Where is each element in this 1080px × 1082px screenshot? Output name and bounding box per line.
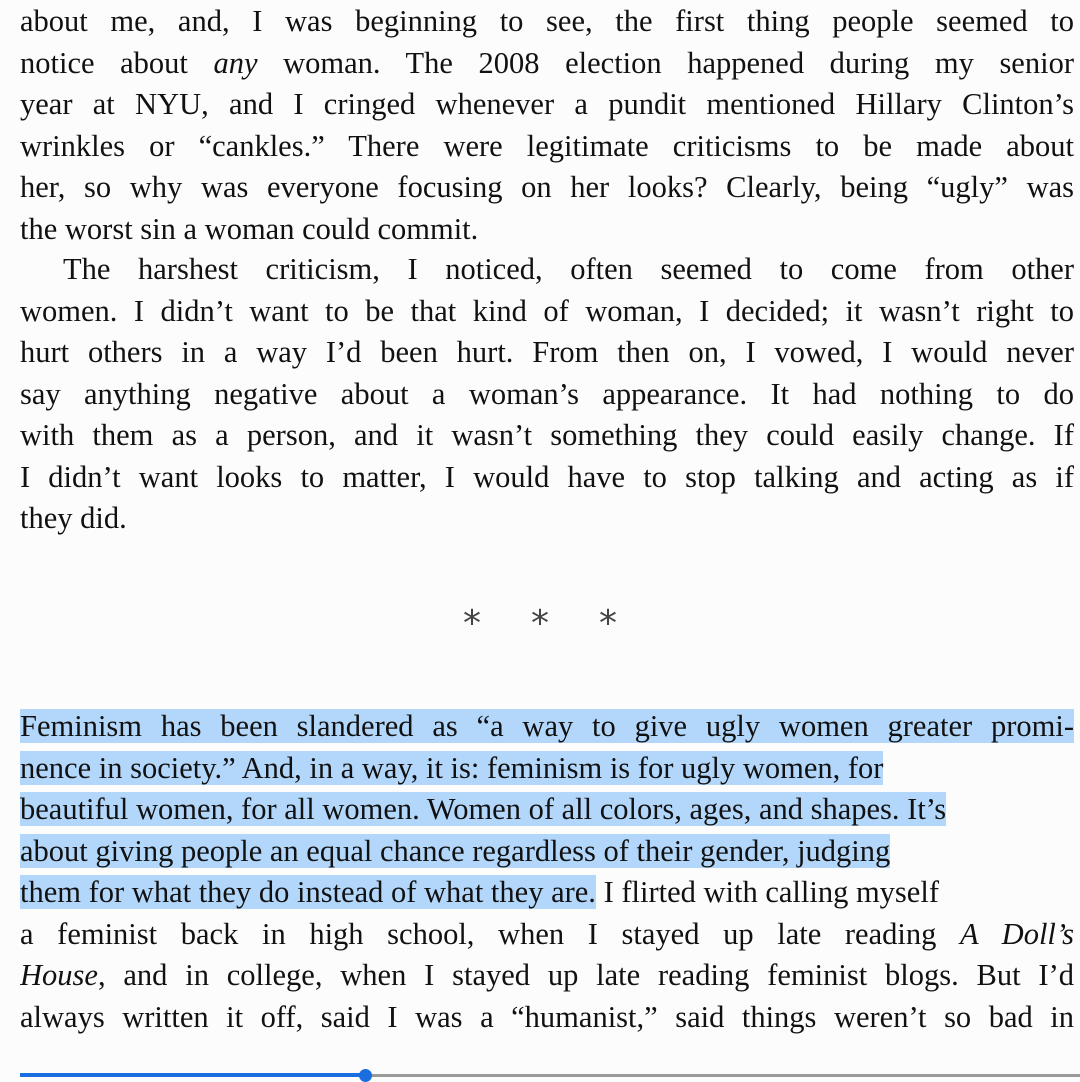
paragraph-2 bbox=[20, 249, 1074, 540]
reading-progress-slider[interactable] bbox=[20, 1069, 1080, 1080]
asterisk-glyph: * bbox=[463, 603, 481, 644]
text-line: with them as a person, and it wasn’t something they could easily change. If bbox=[20, 418, 1074, 452]
text-line: year at NYU, and I cringed whenever a pundit mentioned Hillary Clinton’s bbox=[20, 87, 1074, 121]
paragraph-1 bbox=[20, 1, 1074, 250]
text-highlight[interactable]: Feminism has been slandered as “a way to give ugly women greater promi- bbox=[20, 709, 1074, 743]
progress-knob-handle[interactable] bbox=[359, 1069, 372, 1082]
text-line: hurt others in a way I’d been hurt. From then on, I vowed, I would never bbox=[20, 335, 1074, 369]
emphasis-text: A Doll’s bbox=[959, 916, 1074, 951]
text-line: a feminist back in high school, when I stayed up late reading A Doll’s bbox=[20, 916, 1074, 951]
asterisk-glyph: * bbox=[599, 603, 617, 644]
highlighted-line[interactable] bbox=[20, 789, 1074, 831]
text-line: notice about any woman. The 2008 election happened during my senior bbox=[20, 45, 1074, 80]
progress-fill bbox=[20, 1073, 365, 1077]
text-highlight[interactable]: them for what they do instead of what they are. bbox=[20, 875, 596, 909]
text-line[interactable] bbox=[20, 872, 1074, 914]
text-line: wrinkles or “cankles.” There were legitimate criticisms to be made about bbox=[20, 128, 1074, 163]
text-line: about me, and, I was beginning to see, the first thing people seemed to bbox=[20, 4, 1074, 38]
text-highlight[interactable]: about giving people an equal chance regardless of their gender, judging bbox=[20, 833, 891, 868]
text-line: her, so why was everyone focusing on her looks? Clearly, being “ugly” was bbox=[20, 170, 1074, 204]
highlighted-line[interactable] bbox=[20, 748, 1074, 790]
text-line: House, and in college, when I stayed up late reading feminist blogs. But I’d bbox=[20, 958, 1074, 992]
emphasis-text: House bbox=[20, 958, 98, 992]
text-highlight[interactable]: nence in society.” And, in a way, it is: feminism is for ugly women, for bbox=[20, 750, 884, 785]
highlighted-line[interactable] bbox=[20, 831, 1074, 873]
highlighted-line[interactable] bbox=[20, 706, 1074, 748]
text-line: always written it off, said I was a “humanist,” said things weren’t so bad in bbox=[20, 999, 1074, 1034]
text-line: The harshest criticism, I noticed, often seemed to come from other bbox=[63, 252, 1074, 286]
paragraph-3[interactable] bbox=[20, 706, 1074, 1038]
text-line: I didn’t want looks to matter, I would have to stop talking and acting as if bbox=[20, 459, 1074, 494]
emphasis-text: any bbox=[213, 45, 258, 80]
reader-page bbox=[20, 0, 1074, 1060]
text-fragment: I flirted with calling myself bbox=[595, 875, 939, 909]
text-line: women. I didn’t want to be that kind of woman, I decided; it wasn’t right to bbox=[20, 293, 1074, 328]
asterisk-glyph: * bbox=[531, 603, 549, 644]
text-line: the worst sin a woman could commit. bbox=[20, 211, 479, 246]
text-line: they did. bbox=[20, 501, 127, 535]
section-break bbox=[20, 603, 1060, 644]
text-line: say anything negative about a woman’s appearance. It had nothing to do bbox=[20, 376, 1074, 411]
text-highlight[interactable]: beautiful women, for all women. Women of all colors, ages, and shapes. It’s bbox=[20, 792, 947, 826]
